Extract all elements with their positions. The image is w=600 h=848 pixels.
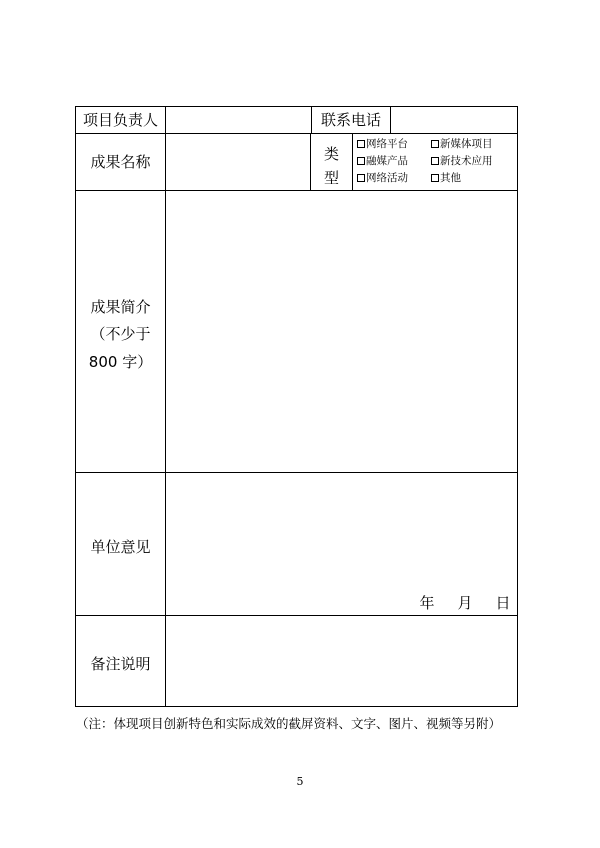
type-option-new-media-project[interactable] (431, 137, 493, 151)
type-option-label: 融媒产品 (366, 155, 408, 167)
table-border-bottom (75, 706, 518, 707)
type-option-converged-media-product[interactable] (357, 154, 408, 168)
type-label-char-1: 类 (323, 145, 339, 163)
intro-label-line-3: 800 字） (88, 353, 153, 371)
type-option-network-activity[interactable] (357, 171, 408, 185)
intro-label-line-2: （不少于 (90, 325, 151, 343)
intro-input[interactable] (166, 191, 517, 472)
type-option-label: 网络平台 (366, 138, 408, 150)
table-border-right (517, 106, 518, 707)
checkbox[interactable] (357, 157, 365, 165)
name-label: 成果名称 (90, 153, 151, 171)
checkbox[interactable] (431, 174, 439, 182)
type-label-divider-right (352, 133, 353, 191)
type-option-other[interactable] (431, 171, 461, 185)
opinion-label: 单位意见 (90, 538, 151, 556)
phone-label: 联系电话 (320, 111, 381, 129)
checkbox[interactable] (431, 157, 439, 165)
leader-label: 项目负责人 (82, 111, 158, 129)
checkbox[interactable] (357, 174, 365, 182)
table-border-left (75, 106, 76, 707)
intro-label-line-1: 成果简介 (90, 298, 151, 316)
leader-input[interactable] (166, 107, 311, 133)
checkbox[interactable] (357, 140, 365, 148)
type-label-char-2: 型 (323, 169, 339, 187)
checkbox[interactable] (431, 140, 439, 148)
page-number: 5 (296, 775, 304, 788)
name-input[interactable] (166, 134, 310, 190)
remarks-input[interactable] (166, 616, 517, 706)
remarks-label: 备注说明 (90, 655, 151, 673)
date-year: 年 (419, 594, 435, 612)
type-option-label: 网络活动 (366, 172, 408, 184)
type-option-new-tech-application[interactable] (431, 154, 493, 168)
footnote: （注：体现项目创新特色和实际成效的截屏资料、文字、图片、视频等另附） (76, 716, 502, 731)
type-option-label: 新媒体项目 (440, 138, 493, 150)
phone-input[interactable] (391, 107, 517, 133)
type-option-network-platform[interactable] (357, 137, 408, 151)
date-day: 日 (495, 594, 511, 612)
date-month: 月 (457, 594, 473, 612)
type-option-label: 其他 (440, 172, 461, 184)
type-option-label: 新技术应用 (440, 155, 493, 167)
